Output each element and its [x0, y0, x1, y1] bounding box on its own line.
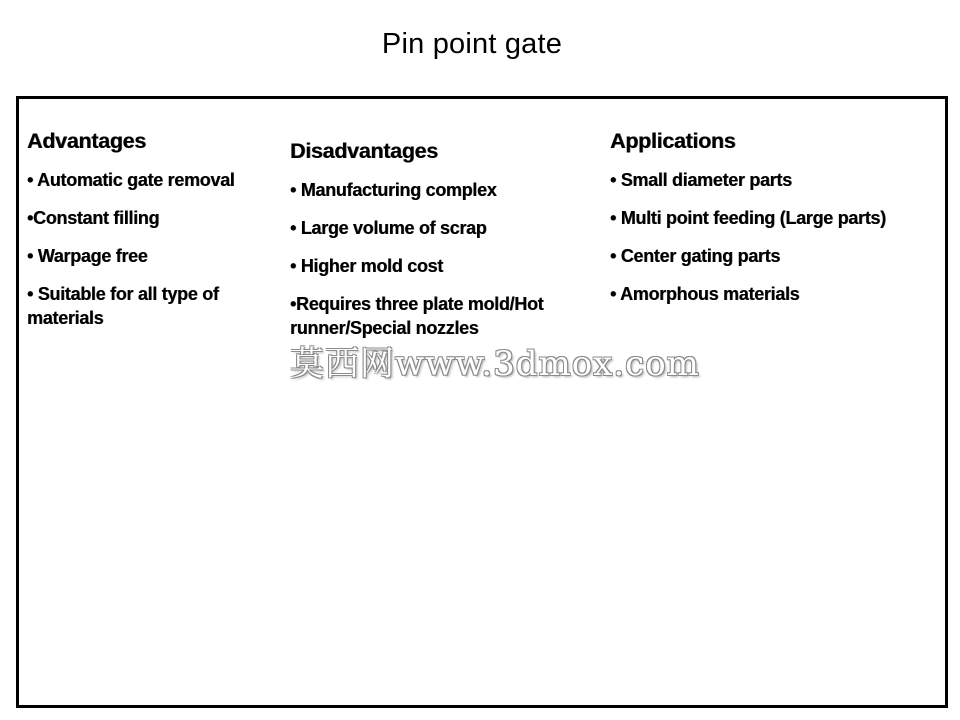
applications-item: • Amorphous materials: [610, 284, 800, 304]
slide-title: Pin point gate: [381, 28, 563, 60]
advantages-column: [27, 129, 279, 344]
content-box: [16, 96, 948, 708]
disadvantages-item: • Manufacturing complex: [290, 180, 497, 200]
disadvantages-item: • Large volume of scrap: [290, 218, 487, 238]
applications-heading: Applications: [610, 129, 736, 153]
advantages-item: • Warpage free: [27, 246, 148, 266]
advantages-heading: Advantages: [27, 129, 146, 153]
disadvantages-item: • Higher mold cost: [290, 256, 443, 276]
disadvantages-item: •Requires three plate mold/Hot runner/Special nozzles: [290, 294, 544, 338]
disadvantages-heading: Disadvantages: [290, 139, 438, 163]
applications-item: • Small diameter parts: [610, 170, 792, 190]
watermark-text: 莫西网www.3dmox.com: [290, 344, 700, 384]
disadvantages-column: [290, 139, 590, 354]
advantages-item: • Suitable for all type of materials: [27, 284, 219, 328]
applications-column: [610, 129, 940, 320]
advantages-item: • Automatic gate removal: [27, 170, 235, 190]
advantages-item: •Constant filling: [27, 208, 160, 228]
applications-item: • Center gating parts: [610, 246, 781, 266]
applications-item: • Multi point feeding (Large parts): [610, 208, 886, 228]
